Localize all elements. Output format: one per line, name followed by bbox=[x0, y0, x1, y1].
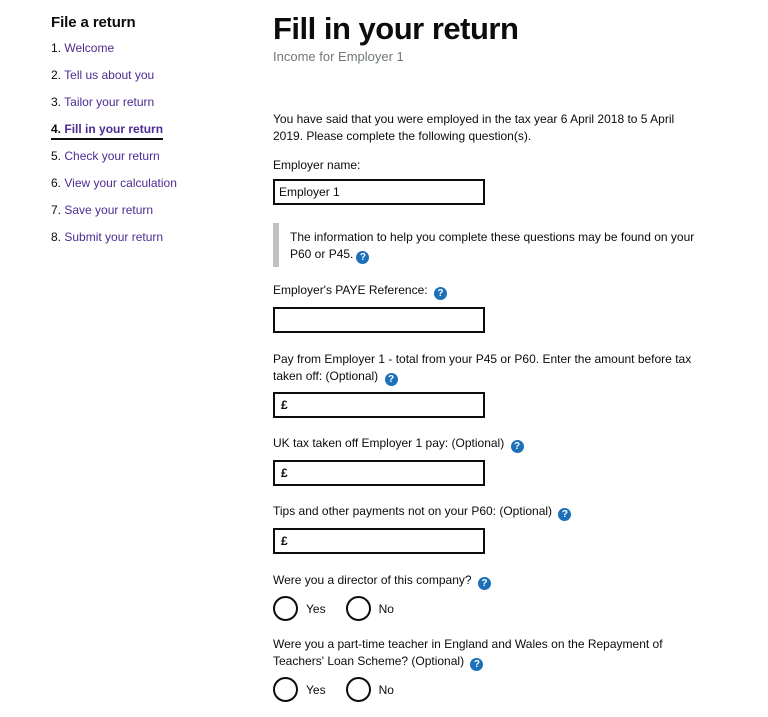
nav-item-save-your-return[interactable] bbox=[51, 201, 251, 228]
nav-link[interactable]: Check your return bbox=[64, 149, 160, 163]
teacher-group bbox=[273, 636, 713, 702]
nav-item-fill-in-your-return[interactable] bbox=[51, 120, 251, 147]
inset-text bbox=[273, 223, 703, 267]
director-no-radio[interactable]: No bbox=[346, 596, 394, 621]
nav-link[interactable]: Tell us about you bbox=[64, 68, 155, 82]
nav-link[interactable]: Submit your return bbox=[64, 230, 164, 244]
teacher-label: Were you a part-time teacher in England and Wales on the Repayment of Teachers' Loan Scheme? (Optional) ? bbox=[273, 637, 663, 670]
step-number: 3. bbox=[51, 95, 62, 109]
main-content bbox=[273, 12, 713, 702]
nav-item-tailor-your-return[interactable] bbox=[51, 93, 251, 120]
step-number: 6. bbox=[51, 176, 62, 190]
step-number: 1. bbox=[51, 41, 62, 55]
page-caption: Income for Employer 1 bbox=[273, 49, 404, 64]
inset-message: The information to help you complete these questions may be found on your P60 or P45. bbox=[290, 230, 695, 261]
nav-link[interactable]: Save your return bbox=[64, 203, 154, 217]
help-icon[interactable]: ? bbox=[470, 658, 483, 671]
pay-group bbox=[273, 351, 713, 418]
pay-amount-input[interactable]: £ bbox=[273, 392, 485, 418]
nav-item-welcome[interactable] bbox=[51, 39, 251, 66]
employer-name-input[interactable]: Employer 1 bbox=[273, 179, 485, 205]
pay-label: Pay from Employer 1 - total from your P45 or P60. Enter the amount before tax taken off: (Optional) ? bbox=[273, 352, 692, 385]
nav-item-view-your-calculation[interactable] bbox=[51, 174, 251, 201]
page-title: Fill in your return bbox=[273, 11, 519, 46]
step-number: 7. bbox=[51, 203, 62, 217]
help-icon[interactable]: ? bbox=[385, 373, 398, 386]
paye-reference-input[interactable] bbox=[273, 307, 485, 333]
teacher-radios bbox=[273, 677, 713, 702]
nav-link-current[interactable]: Fill in your return bbox=[64, 122, 164, 136]
tax-group bbox=[273, 435, 713, 486]
nav-item-check-your-return[interactable] bbox=[51, 147, 251, 174]
nav-link[interactable]: View your calculation bbox=[64, 176, 177, 190]
help-icon[interactable]: ? bbox=[478, 577, 491, 590]
director-group bbox=[273, 572, 713, 621]
nav-item-submit-your-return[interactable] bbox=[51, 228, 251, 255]
help-icon[interactable]: ? bbox=[434, 287, 447, 300]
tips-amount-input[interactable]: £ bbox=[273, 528, 485, 554]
radio-circle[interactable] bbox=[273, 677, 298, 702]
tips-label: Tips and other payments not on your P60: (Optional) ? bbox=[273, 503, 713, 521]
step-number: 8. bbox=[51, 230, 62, 244]
paye-group bbox=[273, 282, 713, 333]
tax-amount-input[interactable]: £ bbox=[273, 460, 485, 486]
sidebar-title: File a return bbox=[51, 14, 136, 31]
paye-label: Employer's PAYE Reference: ? bbox=[273, 282, 713, 300]
tips-group bbox=[273, 503, 713, 554]
help-icon[interactable]: ? bbox=[356, 251, 369, 264]
nav-link[interactable]: Welcome bbox=[64, 41, 115, 55]
intro-text: You have said that you were employed in the tax year 6 April 2018 to 5 April 2019. Please complete the following question(s). bbox=[273, 112, 675, 143]
employer-name-label: Employer name: bbox=[273, 158, 361, 172]
director-yes-radio[interactable]: Yes bbox=[273, 596, 326, 621]
radio-circle[interactable] bbox=[346, 596, 371, 621]
teacher-yes-radio[interactable]: Yes bbox=[273, 677, 326, 702]
tax-label: UK tax taken off Employer 1 pay: (Optional) ? bbox=[273, 435, 713, 453]
teacher-no-radio[interactable]: No bbox=[346, 677, 394, 702]
director-label: Were you a director of this company? ? bbox=[273, 572, 713, 590]
step-number: 4. bbox=[51, 122, 62, 136]
radio-circle[interactable] bbox=[346, 677, 371, 702]
help-icon[interactable]: ? bbox=[511, 440, 524, 453]
help-icon[interactable]: ? bbox=[558, 508, 571, 521]
radio-circle[interactable] bbox=[273, 596, 298, 621]
director-radios bbox=[273, 596, 713, 621]
step-navigation bbox=[51, 14, 251, 255]
employer-name-group bbox=[273, 157, 713, 205]
nav-link[interactable]: Tailor your return bbox=[64, 95, 155, 109]
step-number: 2. bbox=[51, 68, 62, 82]
nav-item-tell-us-about-you[interactable] bbox=[51, 66, 251, 93]
step-number: 5. bbox=[51, 149, 62, 163]
